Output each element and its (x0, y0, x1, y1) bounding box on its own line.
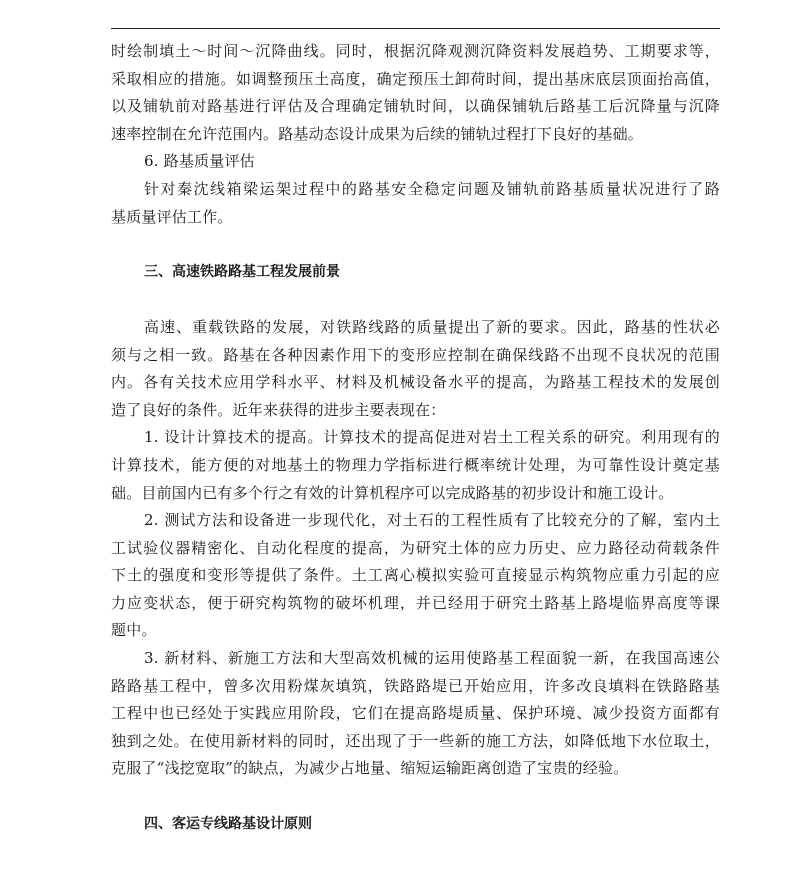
text-line: 以及铺轨前对路基进行评估及合理确定铺轨时间，以确保铺轨后路基工后沉降量与沉降 (111, 97, 720, 116)
document-page (111, 38, 720, 838)
text-line: 须与之相一致。路基在各种因素作用下的变形应控制在确保线路不出现不良状况的范围 (111, 345, 720, 364)
text-line: 速率控制在允许范围内。路基动态设计成果为后续的铺轨过程打下良好的基础。 (111, 124, 644, 143)
section-3-point-3 (111, 645, 720, 783)
text-line: 工试验仪器精密化、自动化程度的提高，为研究土体的应力历史、应力路径动荷载条件 (111, 538, 720, 557)
text-line: 题中。 (111, 621, 157, 640)
item-6-paragraph (111, 176, 720, 231)
section-3-intro (111, 314, 720, 424)
text-line: 3. 新材料、新施工方法和大型高效机械的运用使路基工程面貌一新，在我国高速公 (144, 649, 720, 668)
text-line: 时绘制填土～时间～沉降曲线。同时，根据沉降观测沉降资料发展趋势、工期要求等， (111, 42, 720, 60)
text-line: 路路基工程中，曾多次用粉煤灰填筑，铁路路堤已开始应用，许多改良填料在铁路路基 (111, 676, 720, 695)
text-line: 独到之处。在使用新材料的同时，还出现了于一些新的施工方法，如降低地下水位取土， (111, 731, 720, 750)
text-line: 下土的强度和变形等提供了条件。土工离心模拟实验可直接显示构筑物应重力引起的应 (111, 566, 720, 585)
text-line: 计算技术，能方便的对地基土的物理力学指标进行概率统计处理，为可靠性设计奠定基 (111, 455, 720, 474)
text-line: 工程中也已经处于实践应用阶段，它们在提高路堤质量、保护环境、减少投资方面都有 (111, 704, 720, 723)
text-line: 针对秦沈线箱梁运架过程中的路基安全稳定问题及铺轨前路基质量状况进行了路 (144, 179, 720, 198)
spacer (111, 783, 720, 811)
item-6-title: 6. 路基质量评估 (144, 152, 255, 171)
spacer (111, 286, 720, 314)
section-4-heading: 四、客运专线路基设计原则 (144, 815, 312, 832)
text-line: 础。目前国内已有多个行之有效的计算机程序可以完成路基的初步设计和施工设计。 (111, 483, 674, 502)
text-line: 克服了“浅挖宽取”的缺点，为减少占地量、缩短运输距离创造了宝贵的经验。 (111, 759, 629, 778)
text-line: 造了良好的条件。近年来获得的进步主要表现在： (111, 400, 446, 419)
text-line: 高速、重载铁路的发展，对铁路线路的质量提出了新的要求。因此，路基的性状必 (144, 317, 720, 336)
section-3-point-2 (111, 507, 720, 645)
text-line: 基质量评估工作。 (111, 207, 233, 226)
section-3-point-1 (111, 424, 720, 507)
spacer (111, 231, 720, 259)
header-rule (111, 28, 720, 29)
text-line: 力应变状态，便于研究构筑物的破坏机理，并已经用于研究土路基上路堤临界高度等课 (111, 593, 720, 612)
text-line: 采取相应的措施。如调整预压土高度，确定预压土卸荷时间，提出基床底层顶面抬高值， (111, 69, 720, 88)
paragraph-continued (111, 38, 720, 148)
text-line: 2. 测试方法和设备进一步现代化，对土石的工程性质有了比较充分的了解，室内土 (144, 511, 720, 530)
text-line: 内。各有关技术应用学科水平、材料及机械设备水平的提高，为路基工程技术的发展创 (111, 373, 720, 392)
section-3-heading: 三、高速铁路路基工程发展前景 (144, 263, 340, 280)
text-line: 1. 设计计算技术的提高。计算技术的提高促进对岩土工程关系的研究。利用现有的 (144, 428, 720, 447)
